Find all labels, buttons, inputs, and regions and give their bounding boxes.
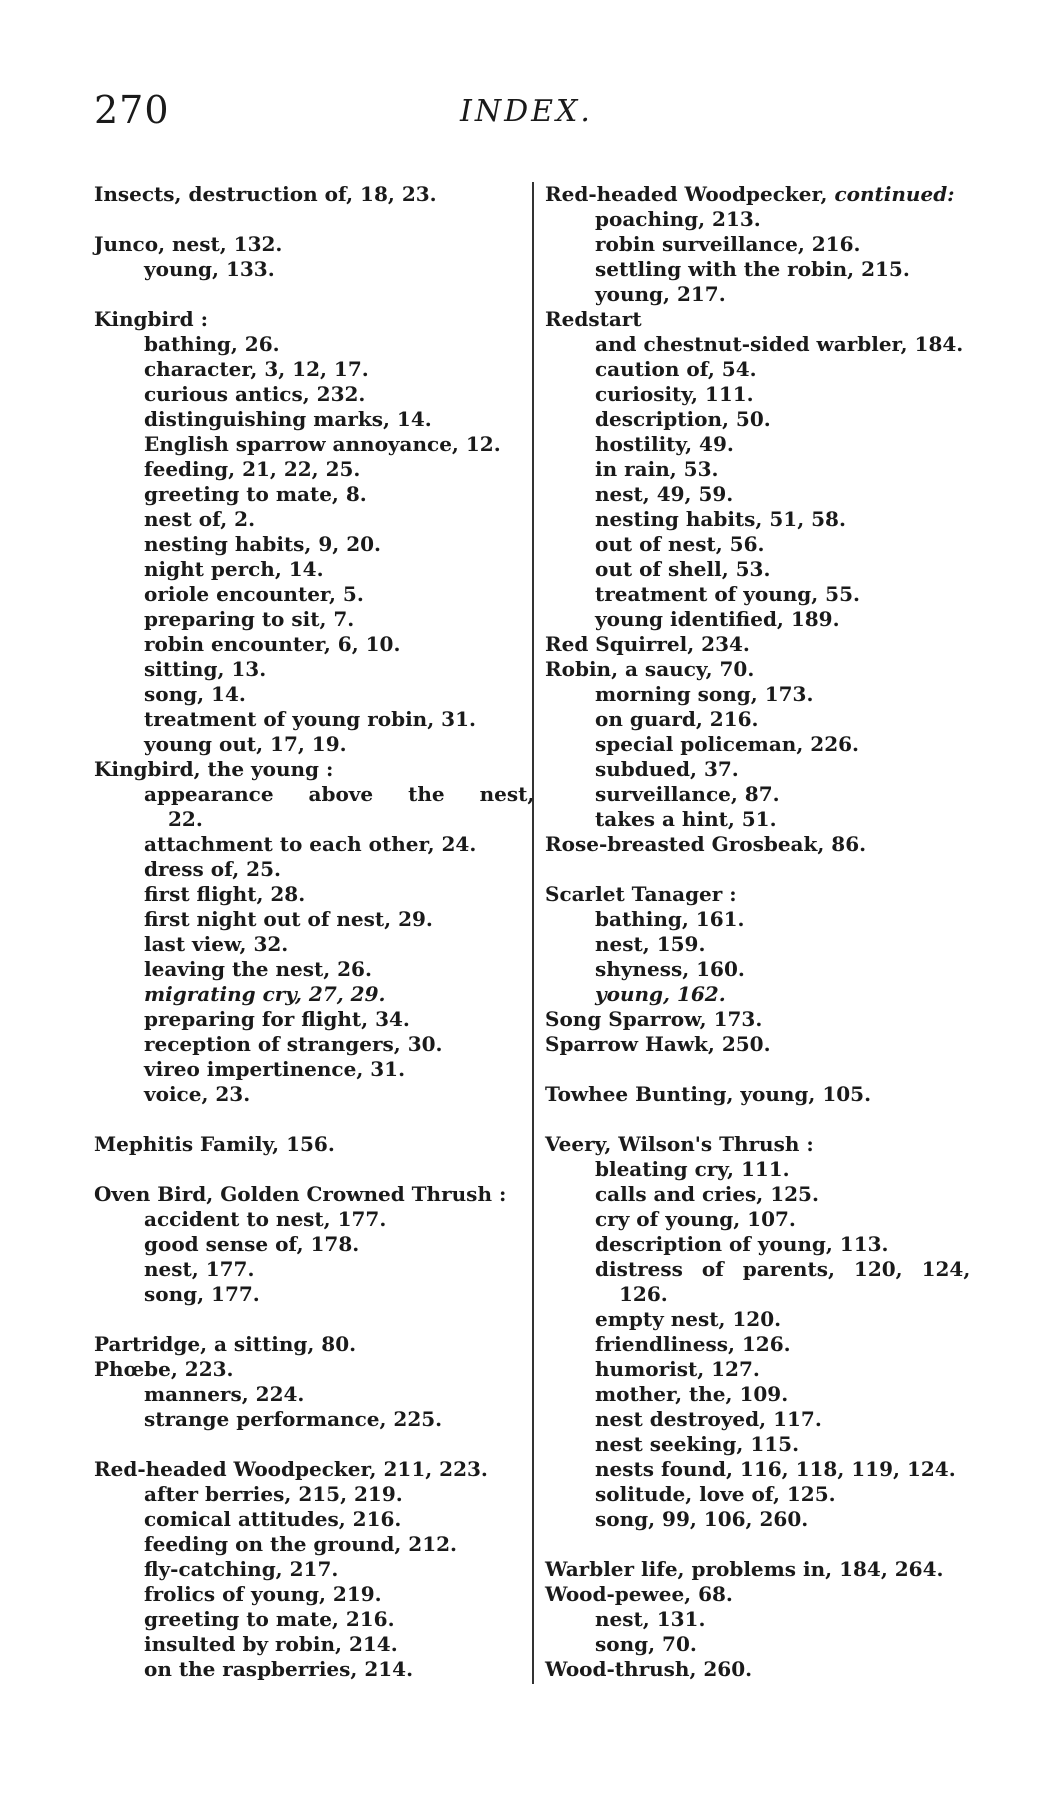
index-entry: Insects, destruction of, 18, 23. bbox=[94, 182, 437, 206]
index-entry-continued bbox=[545, 182, 995, 207]
index-subentry: caution of, 54. bbox=[595, 357, 757, 381]
index-subentry: first flight, 28. bbox=[144, 882, 306, 906]
index-entry: Sparrow Hawk, 250. bbox=[545, 1032, 771, 1056]
index-subentry: greeting to mate, 8. bbox=[144, 482, 367, 506]
index-subentry: morning song, 173. bbox=[595, 682, 814, 706]
index-subentry: distinguishing marks, 14. bbox=[144, 407, 432, 431]
index-subentry: preparing for flight, 34. bbox=[144, 1007, 410, 1031]
index-subentry: on the raspberries, 214. bbox=[144, 1657, 414, 1681]
index-subentry: takes a hint, 51. bbox=[595, 807, 777, 831]
index-subentry: song, 70. bbox=[595, 1632, 697, 1656]
continued-label: continued: bbox=[834, 182, 955, 206]
index-subentry: surveillance, 87. bbox=[595, 782, 780, 806]
index-subentry: settling with the robin, 215. bbox=[595, 257, 910, 281]
index-entry: Robin, a saucy, 70. bbox=[545, 657, 755, 681]
index-subentry: empty nest, 120. bbox=[595, 1307, 782, 1331]
index-subentry: distress of parents, 120, 124, bbox=[595, 1257, 971, 1281]
index-subentry: special policeman, 226. bbox=[595, 732, 859, 756]
index-subentry-justified bbox=[545, 1257, 995, 1282]
index-subentry: fly-catching, 217. bbox=[144, 1557, 339, 1581]
index-subentry: young, 217. bbox=[595, 282, 726, 306]
index-subentry: and chestnut-sided warbler, 184. bbox=[595, 332, 964, 356]
index-subentry: comical attitudes, 216. bbox=[144, 1507, 402, 1531]
index-subentry: treatment of young robin, 31. bbox=[144, 707, 476, 731]
index-subentry: accident to nest, 177. bbox=[144, 1207, 387, 1231]
index-subentry: out of shell, 53. bbox=[595, 557, 771, 581]
index-subentry: nest, 49, 59. bbox=[595, 482, 734, 506]
index-subentry: English sparrow annoyance, 12. bbox=[144, 432, 501, 456]
index-subentry: nest destroyed, 117. bbox=[595, 1407, 822, 1431]
index-entry: Song Sparrow, 173. bbox=[545, 1007, 763, 1031]
index-entry: Redstart bbox=[545, 307, 642, 331]
index-entry: Scarlet Tanager : bbox=[545, 882, 737, 906]
index-subentry: subdued, 37. bbox=[595, 757, 739, 781]
index-subentry: humorist, 127. bbox=[595, 1357, 760, 1381]
index-subentry: description of young, 113. bbox=[595, 1232, 889, 1256]
index-subentry: appearance above the nest, bbox=[144, 782, 535, 806]
index-entry: Rose-breasted Grosbeak, 86. bbox=[545, 832, 867, 856]
index-subentry: attachment to each other, 24. bbox=[144, 832, 477, 856]
index-subentry: leaving the nest, 26. bbox=[144, 957, 372, 981]
index-subentry: hostility, 49. bbox=[595, 432, 734, 456]
index-entry: Towhee Bunting, young, 105. bbox=[545, 1082, 872, 1106]
index-subentry: treatment of young, 55. bbox=[595, 582, 860, 606]
index-subentry: young identified, 189. bbox=[595, 607, 840, 631]
index-subentry: feeding on the ground, 212. bbox=[144, 1532, 457, 1556]
index-subentry: mother, the, 109. bbox=[595, 1382, 789, 1406]
index-subentry: nest, 131. bbox=[595, 1607, 706, 1631]
index-subentry: robin encounter, 6, 10. bbox=[144, 632, 401, 656]
index-subentry: bathing, 161. bbox=[595, 907, 745, 931]
index-column-left bbox=[94, 182, 535, 1682]
index-entry: Partridge, a sitting, 80. bbox=[94, 1332, 357, 1356]
index-subentry: after berries, 215, 219. bbox=[144, 1482, 403, 1506]
index-subentry: curious antics, 232. bbox=[144, 382, 366, 406]
index-subentry: feeding, 21, 22, 25. bbox=[144, 457, 361, 481]
index-subentry-continuation: 126. bbox=[619, 1282, 668, 1306]
index-subentry: first night out of nest, 29. bbox=[144, 907, 433, 931]
index-subentry: nest seeking, 115. bbox=[595, 1432, 800, 1456]
index-subentry: voice, 23. bbox=[144, 1082, 251, 1106]
index-entry: Kingbird, the young : bbox=[94, 757, 334, 781]
index-entry: Junco, nest, 132. bbox=[94, 232, 283, 256]
index-subentry: preparing to sit, 7. bbox=[144, 607, 355, 631]
index-subentry-justified bbox=[94, 782, 535, 807]
index-subentry: oriole encounter, 5. bbox=[144, 582, 364, 606]
index-entry: Phœbe, 223. bbox=[94, 1357, 234, 1381]
index-subentry: description, 50. bbox=[595, 407, 771, 431]
index-subentry: nesting habits, 9, 20. bbox=[144, 532, 381, 556]
index-subentry: nest, 177. bbox=[144, 1257, 255, 1281]
column-divider bbox=[532, 182, 534, 1684]
index-subentry: solitude, love of, 125. bbox=[595, 1482, 836, 1506]
index-subentry: greeting to mate, 216. bbox=[144, 1607, 395, 1631]
running-title: INDEX. bbox=[460, 94, 593, 129]
index-subentry: good sense of, 178. bbox=[144, 1232, 360, 1256]
index-subentry: last view, 32. bbox=[144, 932, 289, 956]
index-subentry: song, 177. bbox=[144, 1282, 260, 1306]
index-subentry: young, 162. bbox=[595, 982, 726, 1006]
index-entry: Red Squirrel, 234. bbox=[545, 632, 750, 656]
index-subentry: nesting habits, 51, 58. bbox=[595, 507, 846, 531]
index-subentry: nest, 159. bbox=[595, 932, 706, 956]
index-subentry: manners, 224. bbox=[144, 1382, 305, 1406]
index-subentry: out of nest, 56. bbox=[595, 532, 765, 556]
index-subentry: on guard, 216. bbox=[595, 707, 759, 731]
index-subentry: reception of strangers, 30. bbox=[144, 1032, 443, 1056]
index-subentry: cry of young, 107. bbox=[595, 1207, 796, 1231]
index-subentry: robin surveillance, 216. bbox=[595, 232, 861, 256]
page-header bbox=[94, 88, 974, 148]
index-subentry: nest of, 2. bbox=[144, 507, 256, 531]
index-entry: Oven Bird, Golden Crowned Thrush : bbox=[94, 1182, 507, 1206]
page-number: 270 bbox=[94, 88, 170, 132]
index-subentry: young, 133. bbox=[144, 257, 275, 281]
index-subentry: young out, 17, 19. bbox=[144, 732, 347, 756]
index-subentry: sitting, 13. bbox=[144, 657, 267, 681]
index-column-right bbox=[545, 182, 995, 1682]
index-subentry: poaching, 213. bbox=[595, 207, 761, 231]
index-subentry: nests found, 116, 118, 119, 124. bbox=[595, 1457, 956, 1481]
index-subentry: dress of, 25. bbox=[144, 857, 281, 881]
index-entry: Wood-pewee, 68. bbox=[545, 1582, 733, 1606]
index-subentry: vireo impertinence, 31. bbox=[144, 1057, 406, 1081]
index-subentry: curiosity, 111. bbox=[595, 382, 754, 406]
index-entry: Mephitis Family, 156. bbox=[94, 1132, 335, 1156]
index-entry: Red-headed Woodpecker, bbox=[545, 182, 828, 206]
index-subentry: insulted by robin, 214. bbox=[144, 1632, 398, 1656]
index-subentry: song, 99, 106, 260. bbox=[595, 1507, 809, 1531]
index-entry: Wood-thrush, 260. bbox=[545, 1657, 753, 1681]
index-entry: Red-headed Woodpecker, 211, 223. bbox=[94, 1457, 488, 1481]
index-subentry: migrating cry, 27, 29. bbox=[144, 982, 386, 1006]
index-subentry: shyness, 160. bbox=[595, 957, 745, 981]
index-entry: Warbler life, problems in, 184, 264. bbox=[545, 1557, 944, 1581]
index-subentry: character, 3, 12, 17. bbox=[144, 357, 369, 381]
index-subentry: strange performance, 225. bbox=[144, 1407, 443, 1431]
index-subentry: calls and cries, 125. bbox=[595, 1182, 819, 1206]
index-subentry: in rain, 53. bbox=[595, 457, 719, 481]
index-subentry: song, 14. bbox=[144, 682, 246, 706]
index-subentry-continuation: 22. bbox=[168, 807, 203, 831]
index-subentry: night perch, 14. bbox=[144, 557, 324, 581]
index-subentry: bathing, 26. bbox=[144, 332, 280, 356]
index-subentry: frolics of young, 219. bbox=[144, 1582, 382, 1606]
index-entry: Kingbird : bbox=[94, 307, 208, 331]
index-subentry: bleating cry, 111. bbox=[595, 1157, 790, 1181]
index-entry: Veery, Wilson's Thrush : bbox=[545, 1132, 814, 1156]
index-subentry: friendliness, 126. bbox=[595, 1332, 791, 1356]
